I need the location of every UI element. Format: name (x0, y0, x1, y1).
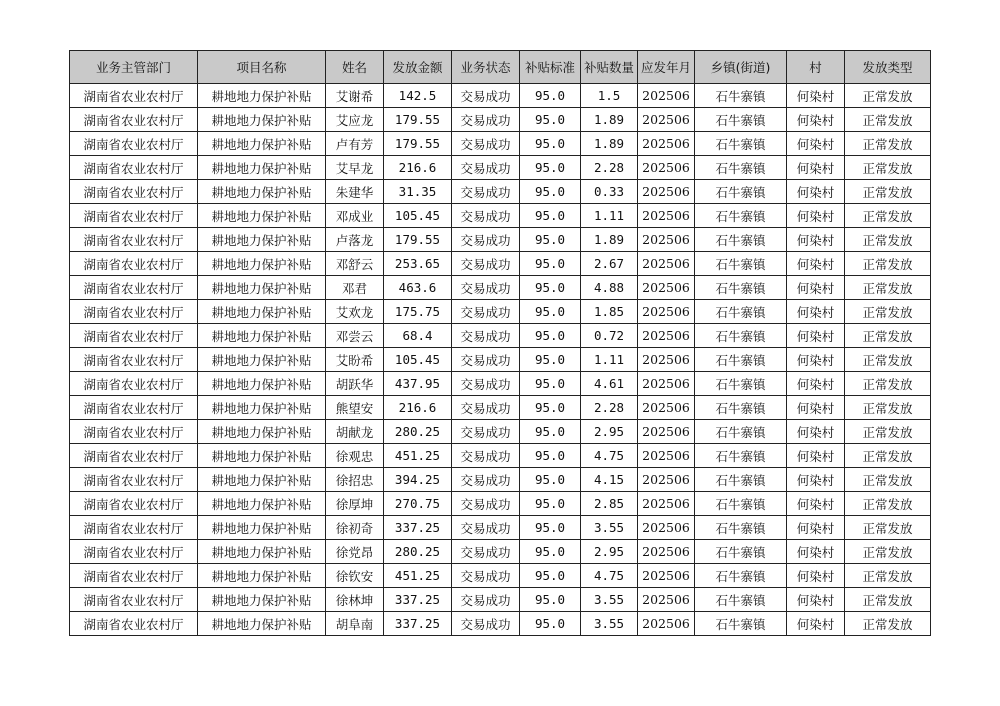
cell-type: 正常发放 (845, 588, 931, 612)
cell-village: 何染村 (787, 204, 845, 228)
cell-project-name: 耕地地力保护补贴 (198, 540, 326, 564)
cell-town: 石牛寨镇 (695, 324, 787, 348)
cell-town: 石牛寨镇 (695, 588, 787, 612)
cell-name: 徐林坤 (326, 588, 384, 612)
cell-name: 艾早龙 (326, 156, 384, 180)
cell-amount: 451.25 (384, 564, 452, 588)
cell-name: 卢有芳 (326, 132, 384, 156)
cell-standard: 95.0 (520, 108, 581, 132)
cell-type: 正常发放 (845, 420, 931, 444)
cell-type: 正常发放 (845, 492, 931, 516)
cell-town: 石牛寨镇 (695, 492, 787, 516)
cell-type: 正常发放 (845, 156, 931, 180)
cell-standard: 95.0 (520, 180, 581, 204)
cell-type: 正常发放 (845, 132, 931, 156)
table-row (70, 492, 931, 516)
cell-standard: 95.0 (520, 444, 581, 468)
cell-amount: 68.4 (384, 324, 452, 348)
cell-village: 何染村 (787, 420, 845, 444)
cell-status: 交易成功 (452, 180, 520, 204)
cell-town: 石牛寨镇 (695, 612, 787, 636)
cell-village: 何染村 (787, 300, 845, 324)
cell-status: 交易成功 (452, 348, 520, 372)
cell-department: 湖南省农业农村厅 (70, 132, 198, 156)
cell-village: 何染村 (787, 468, 845, 492)
cell-department: 湖南省农业农村厅 (70, 468, 198, 492)
cell-village: 何染村 (787, 132, 845, 156)
cell-quantity: 2.85 (581, 492, 638, 516)
cell-quantity: 2.95 (581, 540, 638, 564)
cell-quantity: 1.89 (581, 108, 638, 132)
cell-project-name: 耕地地力保护补贴 (198, 324, 326, 348)
table-row (70, 84, 931, 108)
cell-village: 何染村 (787, 588, 845, 612)
cell-type: 正常发放 (845, 348, 931, 372)
cell-type: 正常发放 (845, 228, 931, 252)
table-row (70, 276, 931, 300)
cell-project-name: 耕地地力保护补贴 (198, 612, 326, 636)
cell-name: 邓成业 (326, 204, 384, 228)
cell-amount: 216.6 (384, 396, 452, 420)
cell-standard: 95.0 (520, 324, 581, 348)
cell-name: 胡跃华 (326, 372, 384, 396)
cell-status: 交易成功 (452, 276, 520, 300)
cell-quantity: 0.33 (581, 180, 638, 204)
cell-amount: 451.25 (384, 444, 452, 468)
cell-status: 交易成功 (452, 84, 520, 108)
cell-project-name: 耕地地力保护补贴 (198, 372, 326, 396)
cell-month: 202506 (638, 396, 695, 420)
header-status: 业务状态 (452, 51, 520, 84)
cell-standard: 95.0 (520, 540, 581, 564)
cell-name: 徐党昂 (326, 540, 384, 564)
cell-village: 何染村 (787, 372, 845, 396)
cell-month: 202506 (638, 444, 695, 468)
cell-village: 何染村 (787, 444, 845, 468)
cell-department: 湖南省农业农村厅 (70, 228, 198, 252)
table-body (70, 84, 931, 636)
table-row (70, 420, 931, 444)
cell-standard: 95.0 (520, 84, 581, 108)
table-row (70, 348, 931, 372)
cell-quantity: 1.11 (581, 204, 638, 228)
cell-name: 胡献龙 (326, 420, 384, 444)
cell-type: 正常发放 (845, 324, 931, 348)
cell-town: 石牛寨镇 (695, 132, 787, 156)
table-row (70, 444, 931, 468)
cell-quantity: 1.85 (581, 300, 638, 324)
cell-name: 徐钦安 (326, 564, 384, 588)
cell-village: 何染村 (787, 252, 845, 276)
cell-project-name: 耕地地力保护补贴 (198, 132, 326, 156)
cell-amount: 175.75 (384, 300, 452, 324)
cell-month: 202506 (638, 492, 695, 516)
cell-project-name: 耕地地力保护补贴 (198, 204, 326, 228)
cell-amount: 394.25 (384, 468, 452, 492)
cell-town: 石牛寨镇 (695, 564, 787, 588)
subsidy-table (69, 50, 931, 636)
cell-standard: 95.0 (520, 516, 581, 540)
cell-month: 202506 (638, 564, 695, 588)
cell-project-name: 耕地地力保护补贴 (198, 276, 326, 300)
cell-project-name: 耕地地力保护补贴 (198, 228, 326, 252)
cell-department: 湖南省农业农村厅 (70, 612, 198, 636)
cell-village: 何染村 (787, 108, 845, 132)
cell-village: 何染村 (787, 348, 845, 372)
cell-town: 石牛寨镇 (695, 348, 787, 372)
table-row (70, 468, 931, 492)
cell-project-name: 耕地地力保护补贴 (198, 564, 326, 588)
cell-department: 湖南省农业农村厅 (70, 540, 198, 564)
header-standard: 补贴标准 (520, 51, 581, 84)
cell-name: 邓君 (326, 276, 384, 300)
cell-type: 正常发放 (845, 276, 931, 300)
cell-town: 石牛寨镇 (695, 372, 787, 396)
cell-standard: 95.0 (520, 228, 581, 252)
cell-department: 湖南省农业农村厅 (70, 156, 198, 180)
cell-town: 石牛寨镇 (695, 108, 787, 132)
cell-name: 熊望安 (326, 396, 384, 420)
cell-project-name: 耕地地力保护补贴 (198, 84, 326, 108)
cell-status: 交易成功 (452, 612, 520, 636)
cell-village: 何染村 (787, 156, 845, 180)
cell-name: 徐观忠 (326, 444, 384, 468)
cell-department: 湖南省农业农村厅 (70, 420, 198, 444)
cell-quantity: 2.95 (581, 420, 638, 444)
cell-quantity: 3.55 (581, 588, 638, 612)
cell-standard: 95.0 (520, 348, 581, 372)
cell-project-name: 耕地地力保护补贴 (198, 180, 326, 204)
cell-amount: 280.25 (384, 420, 452, 444)
cell-town: 石牛寨镇 (695, 204, 787, 228)
cell-standard: 95.0 (520, 252, 581, 276)
header-amount: 发放金额 (384, 51, 452, 84)
cell-village: 何染村 (787, 564, 845, 588)
cell-status: 交易成功 (452, 468, 520, 492)
cell-amount: 463.6 (384, 276, 452, 300)
cell-month: 202506 (638, 348, 695, 372)
cell-name: 徐初奇 (326, 516, 384, 540)
cell-project-name: 耕地地力保护补贴 (198, 300, 326, 324)
cell-quantity: 4.75 (581, 444, 638, 468)
cell-quantity: 2.28 (581, 156, 638, 180)
header-quantity: 补贴数量 (581, 51, 638, 84)
cell-month: 202506 (638, 540, 695, 564)
header-month: 应发年月 (638, 51, 695, 84)
cell-quantity: 0.72 (581, 324, 638, 348)
cell-department: 湖南省农业农村厅 (70, 396, 198, 420)
cell-town: 石牛寨镇 (695, 276, 787, 300)
cell-amount: 142.5 (384, 84, 452, 108)
table-row (70, 516, 931, 540)
cell-type: 正常发放 (845, 204, 931, 228)
cell-department: 湖南省农业农村厅 (70, 252, 198, 276)
cell-village: 何染村 (787, 492, 845, 516)
cell-village: 何染村 (787, 84, 845, 108)
cell-town: 石牛寨镇 (695, 252, 787, 276)
cell-status: 交易成功 (452, 540, 520, 564)
table-row (70, 324, 931, 348)
cell-type: 正常发放 (845, 372, 931, 396)
cell-status: 交易成功 (452, 396, 520, 420)
cell-standard: 95.0 (520, 588, 581, 612)
cell-amount: 179.55 (384, 132, 452, 156)
table-row (70, 612, 931, 636)
cell-type: 正常发放 (845, 252, 931, 276)
cell-month: 202506 (638, 156, 695, 180)
cell-standard: 95.0 (520, 396, 581, 420)
cell-standard: 95.0 (520, 300, 581, 324)
cell-standard: 95.0 (520, 612, 581, 636)
cell-amount: 179.55 (384, 108, 452, 132)
header-type: 发放类型 (845, 51, 931, 84)
cell-quantity: 1.5 (581, 84, 638, 108)
cell-month: 202506 (638, 468, 695, 492)
cell-department: 湖南省农业农村厅 (70, 444, 198, 468)
cell-name: 邓舒云 (326, 252, 384, 276)
cell-project-name: 耕地地力保护补贴 (198, 108, 326, 132)
cell-amount: 280.25 (384, 540, 452, 564)
cell-quantity: 4.61 (581, 372, 638, 396)
cell-amount: 31.35 (384, 180, 452, 204)
cell-status: 交易成功 (452, 228, 520, 252)
cell-project-name: 耕地地力保护补贴 (198, 420, 326, 444)
cell-status: 交易成功 (452, 300, 520, 324)
cell-status: 交易成功 (452, 252, 520, 276)
cell-name: 卢落龙 (326, 228, 384, 252)
table-row (70, 588, 931, 612)
cell-amount: 105.45 (384, 348, 452, 372)
table-row (70, 540, 931, 564)
cell-project-name: 耕地地力保护补贴 (198, 156, 326, 180)
cell-status: 交易成功 (452, 564, 520, 588)
cell-status: 交易成功 (452, 492, 520, 516)
cell-town: 石牛寨镇 (695, 228, 787, 252)
cell-town: 石牛寨镇 (695, 468, 787, 492)
table-row (70, 228, 931, 252)
cell-name: 艾欢龙 (326, 300, 384, 324)
cell-month: 202506 (638, 588, 695, 612)
cell-month: 202506 (638, 420, 695, 444)
cell-project-name: 耕地地力保护补贴 (198, 348, 326, 372)
cell-quantity: 4.15 (581, 468, 638, 492)
cell-department: 湖南省农业农村厅 (70, 108, 198, 132)
cell-department: 湖南省农业农村厅 (70, 84, 198, 108)
cell-project-name: 耕地地力保护补贴 (198, 252, 326, 276)
cell-standard: 95.0 (520, 156, 581, 180)
cell-name: 艾应龙 (326, 108, 384, 132)
cell-name: 朱建华 (326, 180, 384, 204)
cell-quantity: 4.88 (581, 276, 638, 300)
cell-type: 正常发放 (845, 84, 931, 108)
cell-type: 正常发放 (845, 564, 931, 588)
cell-type: 正常发放 (845, 444, 931, 468)
cell-month: 202506 (638, 132, 695, 156)
cell-month: 202506 (638, 372, 695, 396)
cell-standard: 95.0 (520, 564, 581, 588)
cell-month: 202506 (638, 324, 695, 348)
header-department: 业务主管部门 (70, 51, 198, 84)
cell-quantity: 3.55 (581, 516, 638, 540)
cell-standard: 95.0 (520, 132, 581, 156)
cell-type: 正常发放 (845, 108, 931, 132)
cell-amount: 437.95 (384, 372, 452, 396)
cell-department: 湖南省农业农村厅 (70, 324, 198, 348)
cell-town: 石牛寨镇 (695, 540, 787, 564)
table-row (70, 564, 931, 588)
cell-project-name: 耕地地力保护补贴 (198, 444, 326, 468)
cell-status: 交易成功 (452, 372, 520, 396)
cell-month: 202506 (638, 228, 695, 252)
cell-month: 202506 (638, 204, 695, 228)
cell-department: 湖南省农业农村厅 (70, 180, 198, 204)
cell-town: 石牛寨镇 (695, 84, 787, 108)
table-header (70, 51, 931, 84)
cell-department: 湖南省农业农村厅 (70, 300, 198, 324)
cell-standard: 95.0 (520, 276, 581, 300)
cell-village: 何染村 (787, 276, 845, 300)
cell-name: 艾盼希 (326, 348, 384, 372)
cell-quantity: 3.55 (581, 612, 638, 636)
cell-amount: 337.25 (384, 612, 452, 636)
cell-project-name: 耕地地力保护补贴 (198, 516, 326, 540)
cell-quantity: 2.28 (581, 396, 638, 420)
table-row (70, 396, 931, 420)
cell-project-name: 耕地地力保护补贴 (198, 396, 326, 420)
cell-quantity: 1.89 (581, 228, 638, 252)
table-row (70, 156, 931, 180)
table-row (70, 300, 931, 324)
cell-amount: 179.55 (384, 228, 452, 252)
cell-town: 石牛寨镇 (695, 420, 787, 444)
cell-town: 石牛寨镇 (695, 396, 787, 420)
cell-department: 湖南省农业农村厅 (70, 492, 198, 516)
cell-project-name: 耕地地力保护补贴 (198, 468, 326, 492)
cell-status: 交易成功 (452, 156, 520, 180)
cell-month: 202506 (638, 252, 695, 276)
cell-standard: 95.0 (520, 204, 581, 228)
cell-status: 交易成功 (452, 420, 520, 444)
cell-type: 正常发放 (845, 300, 931, 324)
table-row (70, 108, 931, 132)
cell-amount: 216.6 (384, 156, 452, 180)
cell-department: 湖南省农业农村厅 (70, 564, 198, 588)
cell-type: 正常发放 (845, 468, 931, 492)
cell-amount: 253.65 (384, 252, 452, 276)
cell-status: 交易成功 (452, 444, 520, 468)
cell-department: 湖南省农业农村厅 (70, 372, 198, 396)
cell-name: 徐厚坤 (326, 492, 384, 516)
cell-amount: 270.75 (384, 492, 452, 516)
cell-name: 徐招忠 (326, 468, 384, 492)
cell-standard: 95.0 (520, 468, 581, 492)
cell-month: 202506 (638, 300, 695, 324)
cell-month: 202506 (638, 612, 695, 636)
cell-department: 湖南省农业农村厅 (70, 276, 198, 300)
cell-town: 石牛寨镇 (695, 156, 787, 180)
cell-month: 202506 (638, 84, 695, 108)
cell-status: 交易成功 (452, 132, 520, 156)
cell-standard: 95.0 (520, 420, 581, 444)
cell-month: 202506 (638, 516, 695, 540)
header-village: 村 (787, 51, 845, 84)
cell-status: 交易成功 (452, 588, 520, 612)
cell-status: 交易成功 (452, 324, 520, 348)
header-row (70, 51, 931, 84)
cell-project-name: 耕地地力保护补贴 (198, 492, 326, 516)
cell-status: 交易成功 (452, 516, 520, 540)
cell-status: 交易成功 (452, 108, 520, 132)
cell-village: 何染村 (787, 396, 845, 420)
cell-village: 何染村 (787, 324, 845, 348)
cell-type: 正常发放 (845, 180, 931, 204)
cell-quantity: 2.67 (581, 252, 638, 276)
header-town: 乡镇(街道) (695, 51, 787, 84)
header-project-name: 项目名称 (198, 51, 326, 84)
cell-name: 艾谢希 (326, 84, 384, 108)
cell-department: 湖南省农业农村厅 (70, 516, 198, 540)
cell-status: 交易成功 (452, 204, 520, 228)
cell-department: 湖南省农业农村厅 (70, 348, 198, 372)
cell-town: 石牛寨镇 (695, 516, 787, 540)
table-row (70, 252, 931, 276)
cell-village: 何染村 (787, 228, 845, 252)
cell-amount: 105.45 (384, 204, 452, 228)
cell-type: 正常发放 (845, 516, 931, 540)
cell-standard: 95.0 (520, 492, 581, 516)
cell-month: 202506 (638, 180, 695, 204)
cell-type: 正常发放 (845, 396, 931, 420)
cell-village: 何染村 (787, 516, 845, 540)
cell-amount: 337.25 (384, 516, 452, 540)
cell-standard: 95.0 (520, 372, 581, 396)
cell-type: 正常发放 (845, 540, 931, 564)
header-name: 姓名 (326, 51, 384, 84)
cell-village: 何染村 (787, 180, 845, 204)
cell-town: 石牛寨镇 (695, 444, 787, 468)
table-row (70, 372, 931, 396)
cell-quantity: 1.11 (581, 348, 638, 372)
cell-project-name: 耕地地力保护补贴 (198, 588, 326, 612)
cell-village: 何染村 (787, 612, 845, 636)
cell-town: 石牛寨镇 (695, 180, 787, 204)
cell-type: 正常发放 (845, 612, 931, 636)
table-row (70, 204, 931, 228)
cell-name: 胡阜南 (326, 612, 384, 636)
cell-name: 邓尝云 (326, 324, 384, 348)
cell-village: 何染村 (787, 540, 845, 564)
cell-department: 湖南省农业农村厅 (70, 588, 198, 612)
cell-month: 202506 (638, 108, 695, 132)
cell-amount: 337.25 (384, 588, 452, 612)
table-row (70, 132, 931, 156)
cell-department: 湖南省农业农村厅 (70, 204, 198, 228)
cell-month: 202506 (638, 276, 695, 300)
cell-quantity: 4.75 (581, 564, 638, 588)
cell-quantity: 1.89 (581, 132, 638, 156)
cell-town: 石牛寨镇 (695, 300, 787, 324)
table-row (70, 180, 931, 204)
